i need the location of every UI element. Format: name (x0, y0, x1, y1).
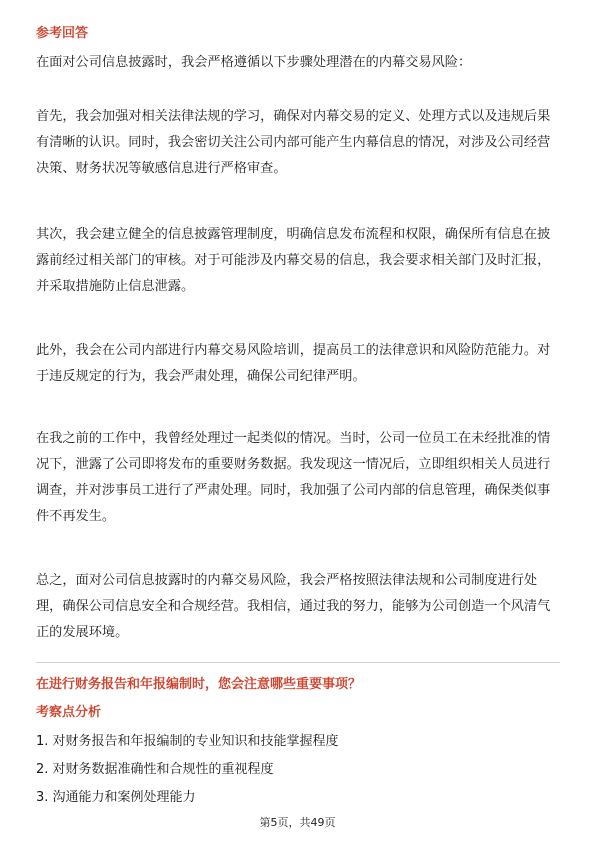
list-item: 1. 对财务报告和年报编制的专业知识和技能掌握程度 (36, 734, 339, 749)
answer-paragraph-first: 首先，我会加强对相关法律法规的学习，确保对内幕交易的定义、处理方式以及违规后果有清晰的认识。同时，我会密切关注公司内部可能产生内幕信息的情况，对涉及公司经营决策、财务状况等敏感信息进行严格审查。 (36, 109, 551, 176)
section-divider (36, 662, 560, 663)
answer-paragraph-example: 在我之前的工作中，我曾经处理过一起类似的情况。当时，公司一位员工在未经批准的情况下，泄露了公司即将发布的重要财务数据。我发现这一情况后，立即组织相关人员进行调查，并对涉事员工进行了严肃处理。同时，我加强了公司内部的信息管理，确保类似事件不再发生。 (36, 431, 551, 524)
answer-paragraph-summary: 总之，面对公司信息披露时的内幕交易风险，我会严格按照法律法规和公司制度进行处理，确保公司信息安全和合规经营。我相信，通过我的努力，能够为公司创造一个风清气正的发展环境。 (36, 573, 551, 640)
answer-paragraph-third: 此外，我会在公司内部进行内幕交易风险培训，提高员工的法律意识和风险防范能力。对于违反规定的行为，我会严肃处理，确保公司纪律严明。 (36, 343, 551, 384)
analysis-points-list (36, 728, 560, 812)
answer-paragraph-second: 其次，我会建立健全的信息披露管理制度，明确信息发布流程和权限，确保所有信息在披露前经过相关部门的审核。对于可能涉及内幕交易的信息，我会要求相关部门及时汇报，并采取措施防止信息泄露。 (36, 227, 551, 294)
list-item: 3. 沟通能力和案例处理能力 (36, 790, 196, 805)
next-question: 在进行财务报告和年报编制时，您会注意哪些重要事项？ (36, 677, 362, 692)
answer-paragraph-intro: 在面对公司信息披露时，我会严格遵循以下步骤处理潜在的内幕交易风险： (36, 55, 472, 70)
page-number: 第5页，共49页 (259, 816, 336, 829)
list-item: 2. 对财务数据准确性和合规性的重视程度 (36, 762, 274, 777)
answer-heading: 参考回答 (36, 26, 89, 41)
analysis-heading: 考察点分析 (36, 705, 102, 720)
